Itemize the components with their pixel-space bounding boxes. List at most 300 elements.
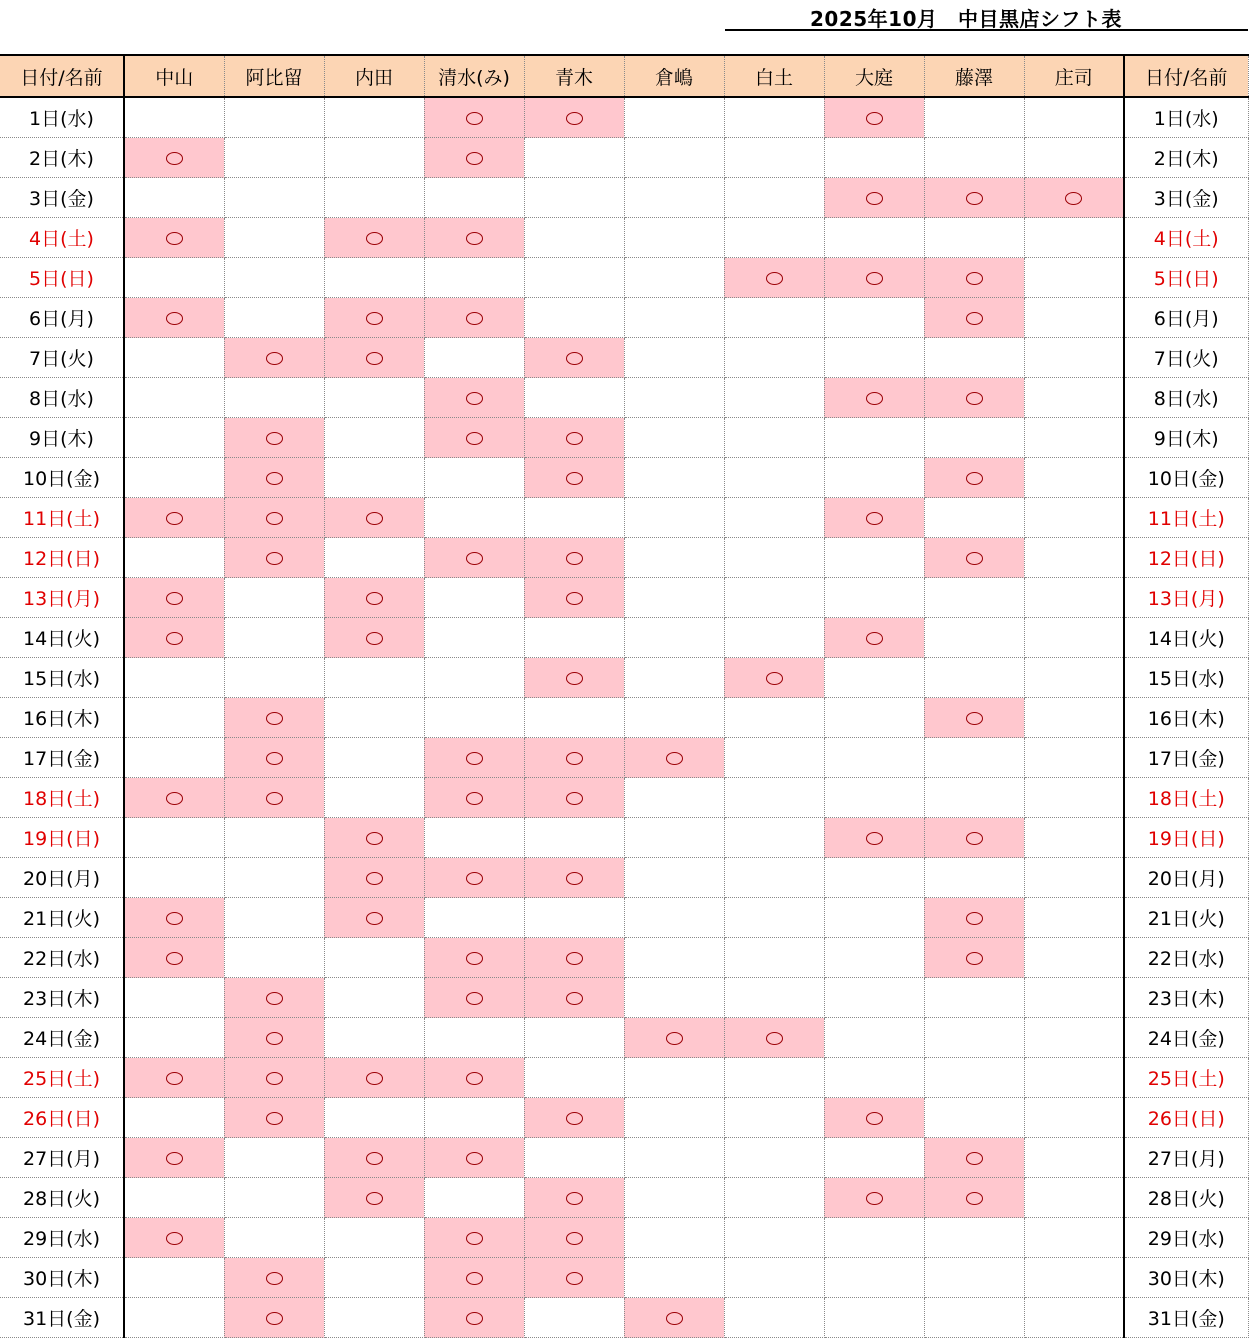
shift-cell[interactable] [524, 258, 624, 298]
shift-cell[interactable] [1024, 858, 1124, 898]
shift-cell[interactable] [924, 578, 1024, 618]
shift-cell[interactable] [724, 1218, 824, 1258]
shift-cell[interactable] [924, 458, 1024, 498]
shift-cell[interactable] [224, 458, 324, 498]
shift-cell[interactable] [224, 498, 324, 538]
shift-cell[interactable] [824, 298, 924, 338]
shift-cell[interactable] [1024, 138, 1124, 178]
shift-cell[interactable] [324, 818, 424, 858]
shift-cell[interactable] [624, 898, 724, 938]
shift-cell[interactable] [824, 978, 924, 1018]
shift-cell[interactable] [824, 97, 924, 138]
shift-cell[interactable] [624, 538, 724, 578]
shift-cell[interactable] [324, 378, 424, 418]
shift-cell[interactable] [124, 258, 224, 298]
shift-cell[interactable] [624, 618, 724, 658]
shift-cell[interactable] [624, 578, 724, 618]
shift-cell[interactable] [524, 1258, 624, 1298]
shift-cell[interactable] [424, 1298, 524, 1338]
shift-cell[interactable] [824, 1138, 924, 1178]
shift-cell[interactable] [324, 1178, 424, 1218]
shift-cell[interactable] [424, 578, 524, 618]
shift-cell[interactable] [824, 778, 924, 818]
shift-cell[interactable] [224, 1178, 324, 1218]
shift-cell[interactable] [624, 778, 724, 818]
shift-cell[interactable] [824, 498, 924, 538]
shift-cell[interactable] [1024, 698, 1124, 738]
shift-cell[interactable] [224, 738, 324, 778]
shift-cell[interactable] [724, 738, 824, 778]
shift-cell[interactable] [824, 258, 924, 298]
shift-cell[interactable] [324, 618, 424, 658]
shift-cell[interactable] [324, 658, 424, 698]
shift-cell[interactable] [624, 458, 724, 498]
shift-cell[interactable] [324, 218, 424, 258]
shift-cell[interactable] [724, 418, 824, 458]
shift-cell[interactable] [524, 1098, 624, 1138]
shift-cell[interactable] [224, 658, 324, 698]
shift-cell[interactable] [224, 858, 324, 898]
shift-cell[interactable] [524, 178, 624, 218]
shift-cell[interactable] [424, 418, 524, 458]
shift-cell[interactable] [824, 538, 924, 578]
shift-cell[interactable] [824, 1098, 924, 1138]
shift-cell[interactable] [624, 658, 724, 698]
shift-cell[interactable] [224, 698, 324, 738]
shift-cell[interactable] [124, 178, 224, 218]
shift-cell[interactable] [124, 1258, 224, 1298]
shift-cell[interactable] [824, 1058, 924, 1098]
shift-cell[interactable] [324, 298, 424, 338]
shift-cell[interactable] [724, 178, 824, 218]
shift-cell[interactable] [824, 858, 924, 898]
shift-cell[interactable] [624, 178, 724, 218]
shift-cell[interactable] [424, 298, 524, 338]
shift-cell[interactable] [724, 498, 824, 538]
shift-cell[interactable] [924, 178, 1024, 218]
shift-cell[interactable] [1024, 578, 1124, 618]
shift-cell[interactable] [324, 778, 424, 818]
shift-cell[interactable] [524, 218, 624, 258]
shift-cell[interactable] [724, 97, 824, 138]
shift-cell[interactable] [224, 378, 324, 418]
shift-cell[interactable] [124, 138, 224, 178]
shift-cell[interactable] [224, 298, 324, 338]
shift-cell[interactable] [424, 1218, 524, 1258]
shift-cell[interactable] [724, 618, 824, 658]
shift-cell[interactable] [324, 138, 424, 178]
shift-cell[interactable] [824, 618, 924, 658]
shift-cell[interactable] [724, 378, 824, 418]
shift-cell[interactable] [324, 1218, 424, 1258]
shift-cell[interactable] [524, 818, 624, 858]
shift-cell[interactable] [324, 97, 424, 138]
shift-cell[interactable] [124, 218, 224, 258]
shift-cell[interactable] [224, 418, 324, 458]
shift-cell[interactable] [1024, 1298, 1124, 1338]
shift-cell[interactable] [424, 258, 524, 298]
shift-cell[interactable] [824, 138, 924, 178]
shift-cell[interactable] [824, 818, 924, 858]
shift-cell[interactable] [624, 938, 724, 978]
shift-cell[interactable] [524, 618, 624, 658]
shift-cell[interactable] [924, 738, 1024, 778]
shift-cell[interactable] [224, 538, 324, 578]
shift-cell[interactable] [424, 738, 524, 778]
shift-cell[interactable] [1024, 778, 1124, 818]
shift-cell[interactable] [524, 1138, 624, 1178]
shift-cell[interactable] [624, 1138, 724, 1178]
shift-cell[interactable] [124, 938, 224, 978]
shift-cell[interactable] [124, 778, 224, 818]
shift-cell[interactable] [924, 1298, 1024, 1338]
shift-cell[interactable] [924, 298, 1024, 338]
shift-cell[interactable] [1024, 618, 1124, 658]
shift-cell[interactable] [224, 1218, 324, 1258]
shift-cell[interactable] [624, 338, 724, 378]
shift-cell[interactable] [324, 418, 424, 458]
shift-cell[interactable] [324, 738, 424, 778]
shift-cell[interactable] [224, 138, 324, 178]
shift-cell[interactable] [424, 1178, 524, 1218]
shift-cell[interactable] [324, 978, 424, 1018]
shift-cell[interactable] [1024, 1218, 1124, 1258]
shift-cell[interactable] [824, 938, 924, 978]
shift-cell[interactable] [724, 698, 824, 738]
shift-cell[interactable] [1024, 1178, 1124, 1218]
shift-cell[interactable] [724, 138, 824, 178]
shift-cell[interactable] [524, 778, 624, 818]
shift-cell[interactable] [924, 898, 1024, 938]
shift-cell[interactable] [124, 538, 224, 578]
shift-cell[interactable] [1024, 1138, 1124, 1178]
shift-cell[interactable] [724, 778, 824, 818]
shift-cell[interactable] [724, 1258, 824, 1298]
shift-cell[interactable] [624, 1018, 724, 1058]
shift-cell[interactable] [324, 1058, 424, 1098]
shift-cell[interactable] [824, 698, 924, 738]
shift-cell[interactable] [124, 858, 224, 898]
shift-cell[interactable] [924, 1178, 1024, 1218]
shift-cell[interactable] [124, 618, 224, 658]
shift-cell[interactable] [1024, 538, 1124, 578]
shift-cell[interactable] [124, 418, 224, 458]
shift-cell[interactable] [1024, 1058, 1124, 1098]
shift-cell[interactable] [524, 1178, 624, 1218]
shift-cell[interactable] [1024, 658, 1124, 698]
shift-cell[interactable] [924, 97, 1024, 138]
shift-cell[interactable] [224, 258, 324, 298]
shift-cell[interactable] [524, 658, 624, 698]
shift-cell[interactable] [624, 738, 724, 778]
shift-cell[interactable] [424, 458, 524, 498]
shift-cell[interactable] [124, 458, 224, 498]
shift-cell[interactable] [524, 1298, 624, 1338]
shift-cell[interactable] [824, 178, 924, 218]
shift-cell[interactable] [924, 778, 1024, 818]
shift-cell[interactable] [524, 338, 624, 378]
shift-cell[interactable] [924, 698, 1024, 738]
shift-cell[interactable] [524, 458, 624, 498]
shift-cell[interactable] [624, 418, 724, 458]
shift-cell[interactable] [424, 1258, 524, 1298]
shift-cell[interactable] [1024, 818, 1124, 858]
shift-cell[interactable] [624, 978, 724, 1018]
shift-cell[interactable] [224, 1298, 324, 1338]
shift-cell[interactable] [224, 97, 324, 138]
shift-cell[interactable] [524, 538, 624, 578]
shift-cell[interactable] [824, 1298, 924, 1338]
shift-cell[interactable] [124, 1298, 224, 1338]
shift-cell[interactable] [124, 1218, 224, 1258]
shift-cell[interactable] [324, 578, 424, 618]
shift-cell[interactable] [524, 138, 624, 178]
shift-cell[interactable] [724, 538, 824, 578]
shift-cell[interactable] [524, 578, 624, 618]
shift-cell[interactable] [424, 498, 524, 538]
shift-cell[interactable] [824, 578, 924, 618]
shift-cell[interactable] [924, 978, 1024, 1018]
shift-cell[interactable] [1024, 978, 1124, 1018]
shift-cell[interactable] [324, 698, 424, 738]
shift-cell[interactable] [824, 898, 924, 938]
shift-cell[interactable] [724, 218, 824, 258]
shift-cell[interactable] [524, 418, 624, 458]
shift-cell[interactable] [524, 938, 624, 978]
shift-cell[interactable] [924, 1098, 1024, 1138]
shift-cell[interactable] [624, 138, 724, 178]
shift-cell[interactable] [324, 1258, 424, 1298]
shift-cell[interactable] [824, 378, 924, 418]
shift-cell[interactable] [724, 578, 824, 618]
shift-cell[interactable] [224, 1018, 324, 1058]
shift-cell[interactable] [324, 1138, 424, 1178]
shift-cell[interactable] [1024, 338, 1124, 378]
shift-cell[interactable] [624, 218, 724, 258]
shift-cell[interactable] [1024, 378, 1124, 418]
shift-cell[interactable] [124, 298, 224, 338]
shift-cell[interactable] [224, 218, 324, 258]
shift-cell[interactable] [724, 338, 824, 378]
shift-cell[interactable] [324, 538, 424, 578]
shift-cell[interactable] [924, 378, 1024, 418]
shift-cell[interactable] [324, 858, 424, 898]
shift-cell[interactable] [324, 458, 424, 498]
shift-cell[interactable] [224, 978, 324, 1018]
shift-cell[interactable] [324, 338, 424, 378]
shift-cell[interactable] [124, 1018, 224, 1058]
shift-cell[interactable] [824, 658, 924, 698]
shift-cell[interactable] [124, 1178, 224, 1218]
shift-cell[interactable] [124, 658, 224, 698]
shift-cell[interactable] [424, 538, 524, 578]
shift-cell[interactable] [824, 1218, 924, 1258]
shift-cell[interactable] [324, 1018, 424, 1058]
shift-cell[interactable] [1024, 258, 1124, 298]
shift-cell[interactable] [824, 338, 924, 378]
shift-cell[interactable] [924, 1138, 1024, 1178]
shift-cell[interactable] [424, 978, 524, 1018]
shift-cell[interactable] [724, 938, 824, 978]
shift-cell[interactable] [224, 1258, 324, 1298]
shift-cell[interactable] [724, 1098, 824, 1138]
shift-cell[interactable] [324, 1098, 424, 1138]
shift-cell[interactable] [624, 498, 724, 538]
shift-cell[interactable] [724, 818, 824, 858]
shift-cell[interactable] [1024, 97, 1124, 138]
shift-cell[interactable] [924, 418, 1024, 458]
shift-cell[interactable] [824, 218, 924, 258]
shift-cell[interactable] [124, 97, 224, 138]
shift-cell[interactable] [624, 818, 724, 858]
shift-cell[interactable] [924, 938, 1024, 978]
shift-cell[interactable] [324, 498, 424, 538]
shift-cell[interactable] [1024, 1018, 1124, 1058]
shift-cell[interactable] [924, 538, 1024, 578]
shift-cell[interactable] [224, 1058, 324, 1098]
shift-cell[interactable] [724, 658, 824, 698]
shift-cell[interactable] [924, 138, 1024, 178]
shift-cell[interactable] [924, 258, 1024, 298]
shift-cell[interactable] [724, 978, 824, 1018]
shift-cell[interactable] [124, 818, 224, 858]
shift-cell[interactable] [424, 1058, 524, 1098]
shift-cell[interactable] [424, 178, 524, 218]
shift-cell[interactable] [1024, 458, 1124, 498]
shift-cell[interactable] [424, 698, 524, 738]
shift-cell[interactable] [624, 698, 724, 738]
shift-cell[interactable] [524, 1018, 624, 1058]
shift-cell[interactable] [1024, 498, 1124, 538]
shift-cell[interactable] [1024, 898, 1124, 938]
shift-cell[interactable] [124, 1058, 224, 1098]
shift-cell[interactable] [924, 1218, 1024, 1258]
shift-cell[interactable] [424, 818, 524, 858]
shift-cell[interactable] [624, 1098, 724, 1138]
shift-cell[interactable] [624, 1298, 724, 1338]
shift-cell[interactable] [824, 738, 924, 778]
shift-cell[interactable] [624, 298, 724, 338]
shift-cell[interactable] [124, 898, 224, 938]
shift-cell[interactable] [224, 778, 324, 818]
shift-cell[interactable] [724, 258, 824, 298]
shift-cell[interactable] [924, 1018, 1024, 1058]
shift-cell[interactable] [124, 578, 224, 618]
shift-cell[interactable] [624, 97, 724, 138]
shift-cell[interactable] [924, 498, 1024, 538]
shift-cell[interactable] [524, 1058, 624, 1098]
shift-cell[interactable] [524, 698, 624, 738]
shift-cell[interactable] [224, 1098, 324, 1138]
shift-cell[interactable] [724, 1138, 824, 1178]
shift-cell[interactable] [624, 1258, 724, 1298]
shift-cell[interactable] [724, 1178, 824, 1218]
shift-cell[interactable] [1024, 938, 1124, 978]
shift-cell[interactable] [1024, 298, 1124, 338]
shift-cell[interactable] [124, 738, 224, 778]
shift-cell[interactable] [624, 1058, 724, 1098]
shift-cell[interactable] [424, 658, 524, 698]
shift-cell[interactable] [524, 898, 624, 938]
shift-cell[interactable] [924, 658, 1024, 698]
shift-cell[interactable] [924, 1058, 1024, 1098]
shift-cell[interactable] [824, 1178, 924, 1218]
shift-cell[interactable] [224, 578, 324, 618]
shift-cell[interactable] [924, 338, 1024, 378]
shift-cell[interactable] [424, 1138, 524, 1178]
shift-cell[interactable] [524, 498, 624, 538]
shift-cell[interactable] [1024, 1258, 1124, 1298]
shift-cell[interactable] [124, 338, 224, 378]
shift-cell[interactable] [224, 818, 324, 858]
shift-cell[interactable] [1024, 1098, 1124, 1138]
shift-cell[interactable] [924, 818, 1024, 858]
shift-cell[interactable] [324, 178, 424, 218]
shift-cell[interactable] [324, 898, 424, 938]
shift-cell[interactable] [524, 378, 624, 418]
shift-cell[interactable] [324, 258, 424, 298]
shift-cell[interactable] [424, 338, 524, 378]
shift-cell[interactable] [924, 218, 1024, 258]
shift-cell[interactable] [724, 858, 824, 898]
shift-cell[interactable] [1024, 418, 1124, 458]
shift-cell[interactable] [424, 97, 524, 138]
shift-cell[interactable] [224, 338, 324, 378]
shift-cell[interactable] [824, 458, 924, 498]
shift-cell[interactable] [624, 1178, 724, 1218]
shift-cell[interactable] [424, 1098, 524, 1138]
shift-cell[interactable] [624, 378, 724, 418]
shift-cell[interactable] [124, 1138, 224, 1178]
shift-cell[interactable] [624, 258, 724, 298]
shift-cell[interactable] [424, 858, 524, 898]
shift-cell[interactable] [824, 418, 924, 458]
shift-cell[interactable] [124, 378, 224, 418]
shift-cell[interactable] [124, 498, 224, 538]
shift-cell[interactable] [124, 978, 224, 1018]
shift-cell[interactable] [424, 778, 524, 818]
shift-cell[interactable] [224, 938, 324, 978]
shift-cell[interactable] [724, 458, 824, 498]
shift-cell[interactable] [724, 1058, 824, 1098]
shift-cell[interactable] [424, 1018, 524, 1058]
shift-cell[interactable] [724, 1018, 824, 1058]
shift-cell[interactable] [924, 858, 1024, 898]
shift-cell[interactable] [524, 298, 624, 338]
shift-cell[interactable] [524, 1218, 624, 1258]
shift-cell[interactable] [424, 618, 524, 658]
shift-cell[interactable] [324, 938, 424, 978]
shift-cell[interactable] [224, 898, 324, 938]
shift-cell[interactable] [424, 218, 524, 258]
shift-cell[interactable] [524, 978, 624, 1018]
shift-cell[interactable] [424, 138, 524, 178]
shift-cell[interactable] [424, 898, 524, 938]
shift-cell[interactable] [724, 898, 824, 938]
shift-cell[interactable] [824, 1018, 924, 1058]
shift-cell[interactable] [524, 858, 624, 898]
shift-cell[interactable] [524, 738, 624, 778]
shift-cell[interactable] [224, 1138, 324, 1178]
shift-cell[interactable] [424, 378, 524, 418]
shift-cell[interactable] [924, 618, 1024, 658]
shift-cell[interactable] [724, 1298, 824, 1338]
shift-cell[interactable] [624, 858, 724, 898]
shift-cell[interactable] [724, 298, 824, 338]
shift-cell[interactable] [324, 1298, 424, 1338]
shift-cell[interactable] [124, 1098, 224, 1138]
shift-cell[interactable] [124, 698, 224, 738]
